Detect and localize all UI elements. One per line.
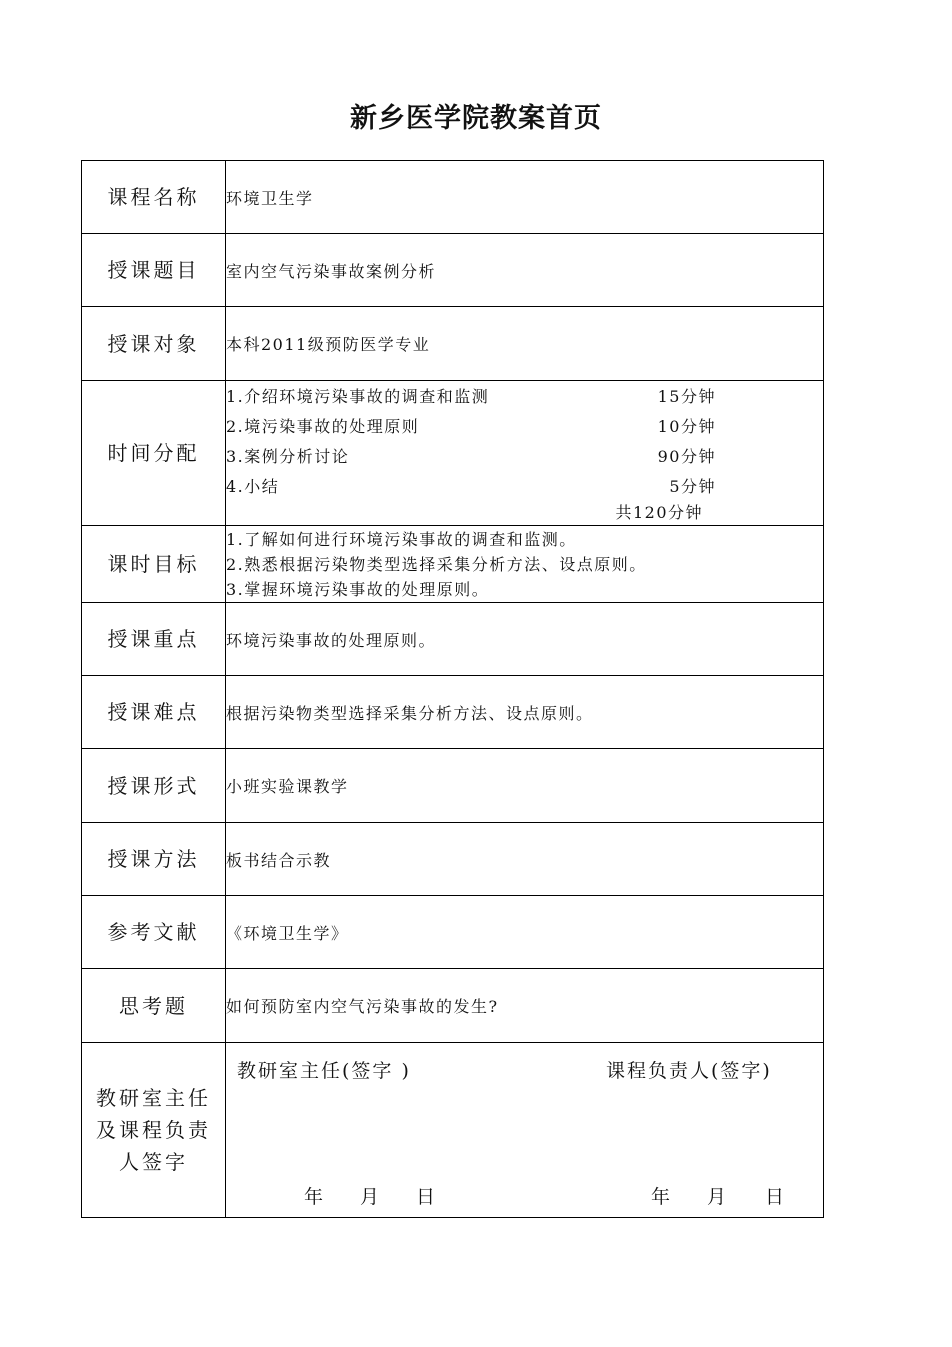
- signature-area: [226, 1044, 823, 1217]
- time-item-text: 2.境污染事故的处理原则: [226, 417, 420, 436]
- time-item-text: 4.小结: [226, 477, 280, 496]
- row-objectives: [82, 526, 824, 603]
- audience-value: 本科2011级预防医学专业: [226, 307, 824, 381]
- signatures-label-line: 人签字: [119, 1150, 188, 1174]
- signatures-label-line: 教研室主任: [96, 1086, 211, 1110]
- director-signature: 教研室主任(签字 ): [237, 1059, 411, 1082]
- owner-signature: 课程负责人(签字): [606, 1059, 772, 1082]
- time-allocation-cell: [226, 381, 824, 526]
- owner-date-day: 日: [765, 1185, 785, 1208]
- row-signatures: [82, 1043, 824, 1218]
- objectives-label: 课时目标: [82, 526, 226, 603]
- questions-label: 思考题: [82, 969, 226, 1043]
- row-difficulties: [82, 676, 824, 749]
- topic-value: 室内空气污染事故案例分析: [226, 234, 824, 307]
- time-total: 共120分钟: [615, 503, 703, 522]
- time-item-duration: 90分钟: [657, 447, 716, 466]
- lesson-plan-table: [81, 160, 824, 1218]
- format-label: 授课形式: [82, 749, 226, 823]
- director-date-day: 日: [416, 1185, 436, 1208]
- time-item-duration: 15分钟: [657, 387, 716, 406]
- row-key-points: [82, 603, 824, 676]
- objectives-cell: [226, 526, 824, 603]
- row-course-name: [82, 161, 824, 234]
- time-item: [226, 442, 823, 472]
- objective-item: 3.掌握环境污染事故的处理原则。: [226, 579, 490, 599]
- director-date-year: 年: [304, 1185, 324, 1208]
- key-points-label: 授课重点: [82, 603, 226, 676]
- objective-item: 1.了解如何进行环境污染事故的调查和监测。: [226, 529, 577, 549]
- time-item: [226, 382, 823, 412]
- row-time-allocation: [82, 381, 824, 526]
- topic-label: 授课题目: [82, 234, 226, 307]
- owner-date-month: 月: [707, 1185, 727, 1208]
- signatures-cell: [226, 1043, 824, 1218]
- time-item-text: 3.案例分析讨论: [226, 447, 350, 466]
- objective-item: 2.熟悉根据污染物类型选择采集分析方法、设点原则。: [226, 554, 647, 574]
- audience-label: 授课对象: [82, 307, 226, 381]
- signatures-label-line: 及课程负责: [96, 1118, 211, 1142]
- director-date-month: 月: [360, 1185, 380, 1208]
- method-value: 板书结合示教: [226, 823, 824, 896]
- row-topic: [82, 234, 824, 307]
- references-value: 《环境卫生学》: [226, 896, 824, 969]
- difficulties-label: 授课难点: [82, 676, 226, 749]
- row-method: [82, 823, 824, 896]
- time-item-duration: 10分钟: [657, 417, 716, 436]
- references-label: 参考文献: [82, 896, 226, 969]
- signatures-label: [82, 1043, 226, 1218]
- questions-value: 如何预防室内空气污染事故的发生?: [226, 969, 824, 1043]
- page-title: 新乡医学院教案首页: [350, 103, 602, 134]
- time-item-text: 1.介绍环境污染事故的调查和监测: [226, 387, 490, 406]
- difficulties-value: 根据污染物类型选择采集分析方法、设点原则。: [226, 676, 824, 749]
- row-format: [82, 749, 824, 823]
- course-name-label: 课程名称: [82, 161, 226, 234]
- time-allocation-label: 时间分配: [82, 381, 226, 526]
- format-value: 小班实验课教学: [226, 749, 824, 823]
- method-label: 授课方法: [82, 823, 226, 896]
- time-item: [226, 472, 823, 502]
- key-points-value: 环境污染事故的处理原则。: [226, 603, 824, 676]
- course-name-value: 环境卫生学: [226, 161, 824, 234]
- time-item-duration: 5分钟: [669, 477, 716, 496]
- row-references: [82, 896, 824, 969]
- row-audience: [82, 307, 824, 381]
- owner-date-year: 年: [651, 1185, 671, 1208]
- row-questions: [82, 969, 824, 1043]
- time-item: [226, 412, 823, 442]
